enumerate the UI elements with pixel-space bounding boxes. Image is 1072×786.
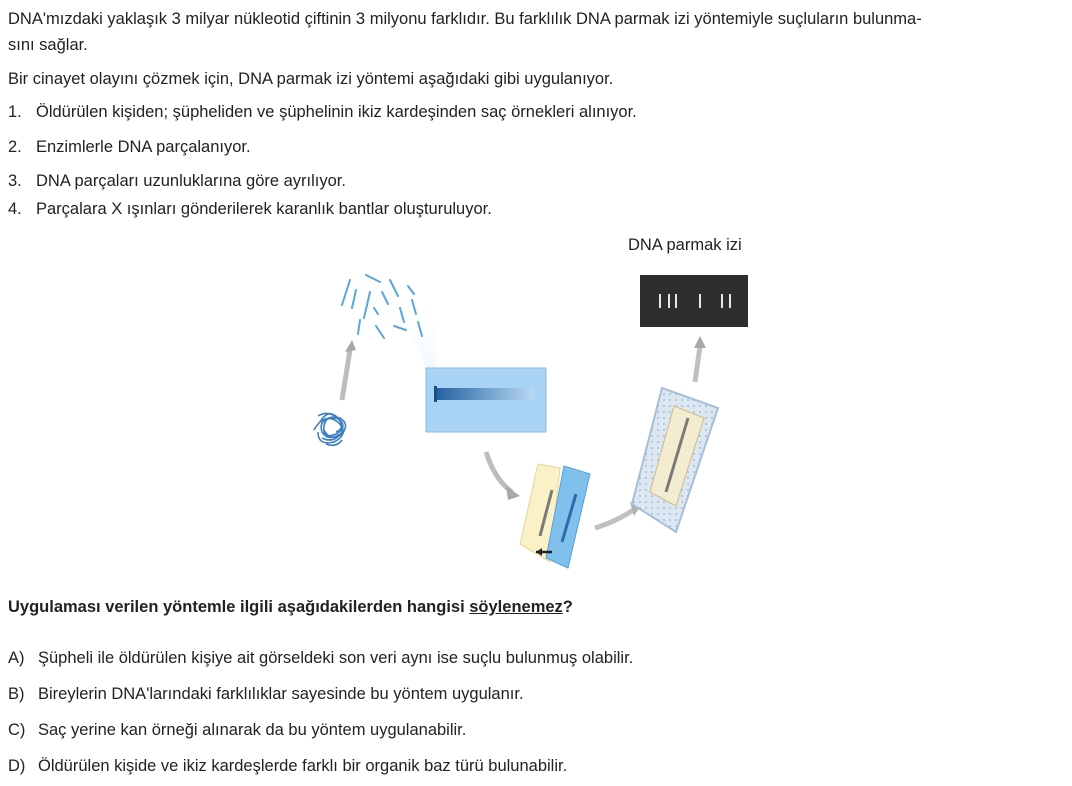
option-a-letter: A) (8, 649, 25, 667)
x-ray-tray-icon (632, 388, 718, 532)
option-c-text: Saç yerine kan örneği alınarak da bu yöntem uygulanabilir. (38, 721, 467, 739)
option-d-text: Öldürülen kişide ve ikiz kardeşlerde farklı bir organik baz türü bulunabilir. (38, 757, 568, 775)
option-d[interactable] (8, 757, 567, 776)
arrow-down-head-icon (506, 486, 520, 500)
option-c-letter: C) (8, 721, 26, 739)
dna-coil-icon (314, 413, 346, 445)
question-stem (8, 598, 573, 617)
step-4-text: Parçalara X ışınları gönderilerek karanlık bantlar oluşturuluyor. (36, 200, 492, 218)
arrow-right-icon (595, 508, 636, 528)
dna-fingerprint-film (640, 275, 748, 327)
option-d-letter: D) (8, 757, 26, 775)
step-1-number: 1. (8, 103, 22, 121)
option-b[interactable] (8, 685, 524, 704)
arrow-up-icon (342, 350, 350, 400)
arrow-up-head-icon (345, 340, 356, 352)
step-2-number: 2. (8, 138, 22, 156)
option-b-letter: B) (8, 685, 25, 703)
step-1-text: Öldürülen kişiden; şüpheliden ve şüphelinin ikiz kardeşinden saç örnekleri alınıyor. (36, 103, 637, 121)
option-a-text: Şüpheli ile öldürülen kişiye ait görseldeki son veri aynı ise suçlu bulunmuş olabilir. (38, 649, 634, 667)
fragment-fan-icon (340, 268, 437, 370)
option-a[interactable] (8, 649, 633, 668)
arrow-up-2-head-icon (694, 336, 706, 348)
step-3 (8, 170, 346, 192)
step-3-number: 3. (8, 172, 22, 190)
step-3-text: DNA parçaları uzunluklarına göre ayrılıyor. (36, 172, 346, 190)
question-end: ? (562, 598, 573, 616)
blotting-membrane-icon (520, 464, 590, 568)
question-text: Uygulaması verilen yöntemle ilgili aşağıdakilerden hangisi (8, 598, 470, 616)
step-2 (8, 136, 251, 158)
step-4 (8, 198, 492, 220)
arrow-down-icon (486, 452, 512, 492)
gel-electrophoresis-box (426, 368, 546, 432)
intro-line-3: Bir cinayet olayını çözmek için, DNA parmak izi yöntemi aşağıdaki gibi uygulanıyor. (8, 70, 614, 88)
dna-fingerprint-process-illustration (290, 230, 790, 580)
dna-fingerprint-label: DNA parmak izi (628, 236, 742, 254)
question-emphasis: söylenemez (469, 598, 563, 616)
intro-line-1: DNA'mızdaki yaklaşık 3 milyar nükleotid çiftinin 3 milyonu farklıdır. Bu farklılık DNA parmak izi yöntemiyle suçluların bulunma- (8, 10, 922, 28)
step-2-text: Enzimlerle DNA parçalanıyor. (36, 138, 251, 156)
arrow-up-2-icon (695, 346, 700, 382)
step-1 (8, 101, 637, 123)
intro-line-2: sını sağlar. (8, 36, 88, 54)
option-c[interactable] (8, 721, 466, 740)
step-4-number: 4. (8, 200, 22, 218)
option-b-text: Bireylerin DNA'larındaki farklılıklar sayesinde bu yöntem uygulanır. (38, 685, 524, 703)
